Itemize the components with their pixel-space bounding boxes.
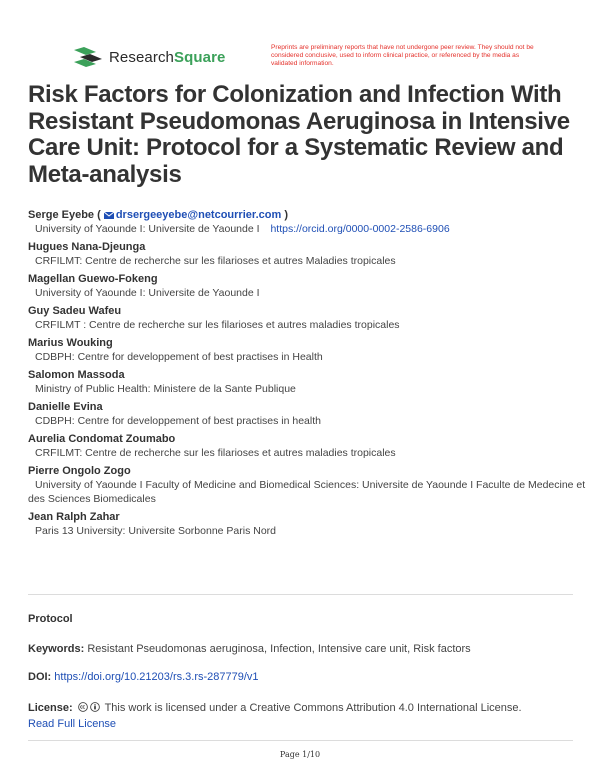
license-line <box>28 701 578 716</box>
author-name: Danielle Evina <box>28 401 103 413</box>
author-affiliation: CDBPH: Centre for developpement of best practises in Health <box>35 351 323 363</box>
author-name: Salomon Massoda <box>28 369 125 381</box>
author-affiliation <box>28 222 588 236</box>
keywords-value: Resistant Pseudomonas aeruginosa, Infection, Intensive care unit, Risk factors <box>87 643 471 655</box>
license-text: This work is licensed under a Creative Commons Attribution 4.0 International License. <box>104 702 522 714</box>
footer-divider <box>28 740 573 741</box>
author-affiliation: CRFILMT: Centre de recherche sur les filarioses et autres Maladies tropicales <box>35 255 396 267</box>
doi-label: DOI: <box>28 671 52 683</box>
attribution-icon <box>90 702 100 712</box>
author-affiliation: CDBPH: Centre for developpement of best practises in health <box>35 415 321 427</box>
logo-prefix: Research <box>109 48 174 66</box>
envelope-icon <box>104 212 114 219</box>
author-affiliation-text: University of Yaounde I: Universite de Yaounde I <box>35 223 260 235</box>
author-name: Serge Eyebe ( drsergeeyebe@netcourrier.com ) <box>28 209 288 221</box>
author-name: Marius Wouking <box>28 337 113 349</box>
article-type: Protocol <box>28 613 73 625</box>
author-email[interactable]: drsergeeyebe@netcourrier.com <box>115 209 282 221</box>
page-number: Page 1/10 <box>279 750 321 759</box>
author-entry <box>28 400 588 428</box>
read-full-license-link[interactable]: Read Full License <box>28 718 117 730</box>
preprint-disclaimer: Preprints are preliminary reports that have not undergone peer review. They should not be considered conclusive, used to inform clinical practice, or referenced by the media as validated information. <box>271 44 534 68</box>
orcid-link[interactable]: https://orcid.org/0000-0002-2586-6906 <box>270 223 450 235</box>
author-entry <box>28 368 588 396</box>
author-entry <box>28 464 588 506</box>
cc-badges <box>78 702 100 712</box>
logo-suffix: Square <box>174 48 226 66</box>
author-affiliation: Paris 13 University: Universite Sorbonne Paris Nord <box>35 525 277 537</box>
author-entry <box>28 208 588 236</box>
author-affiliation: University of Yaounde I Faculty of Medicine and Biomedical Sciences: Universite de Yaounde I Faculte de Medecine et des Sciences Biomedicales <box>28 479 586 505</box>
keywords-line <box>28 642 578 657</box>
paper-title: Risk Factors for Colonization and Infection With Resistant Pseudomonas Aeruginosa in Intensive Care Unit: Protocol for a Systematic Review and Meta-analysis <box>28 81 570 188</box>
author-name: Guy Sadeu Wafeu <box>28 305 122 317</box>
license-label: License: <box>28 702 73 714</box>
research-square-logo[interactable] <box>74 47 225 67</box>
author-affiliation: Ministry of Public Health: Ministere de la Sante Publique <box>35 383 296 395</box>
section-divider <box>28 594 573 595</box>
author-affiliation: CRFILMT : Centre de recherche sur les filarioses et autres maladies tropicales <box>35 319 400 331</box>
author-name: Jean Ralph Zahar <box>28 511 120 523</box>
author-entry <box>28 510 588 538</box>
author-email-link[interactable] <box>104 209 284 221</box>
author-affiliation: CRFILMT: Centre de recherche sur les filarioses et autres maladies tropicales <box>35 447 396 459</box>
author-name: Pierre Ongolo Zogo <box>28 465 131 477</box>
author-entry <box>28 304 588 332</box>
author-entry <box>28 432 588 460</box>
author-name: Magellan Guewo-Fokeng <box>28 273 158 285</box>
author-list <box>28 208 588 542</box>
doi-link[interactable]: https://doi.org/10.21203/rs.3.rs-287779/v1 <box>54 671 259 683</box>
research-square-logo-icon <box>74 47 102 67</box>
creative-commons-icon <box>78 702 88 712</box>
author-name: Hugues Nana-Djeunga <box>28 241 146 253</box>
logo-text <box>109 49 225 66</box>
doi-line <box>28 670 578 685</box>
author-affiliation: University of Yaounde I: Universite de Yaounde I <box>35 287 260 299</box>
author-entry <box>28 272 588 300</box>
author-entry <box>28 240 588 268</box>
keywords-label: Keywords: <box>28 643 85 655</box>
author-name-text: Serge Eyebe <box>28 209 95 221</box>
author-entry <box>28 336 588 364</box>
author-name: Aurelia Condomat Zoumabo <box>28 433 176 445</box>
